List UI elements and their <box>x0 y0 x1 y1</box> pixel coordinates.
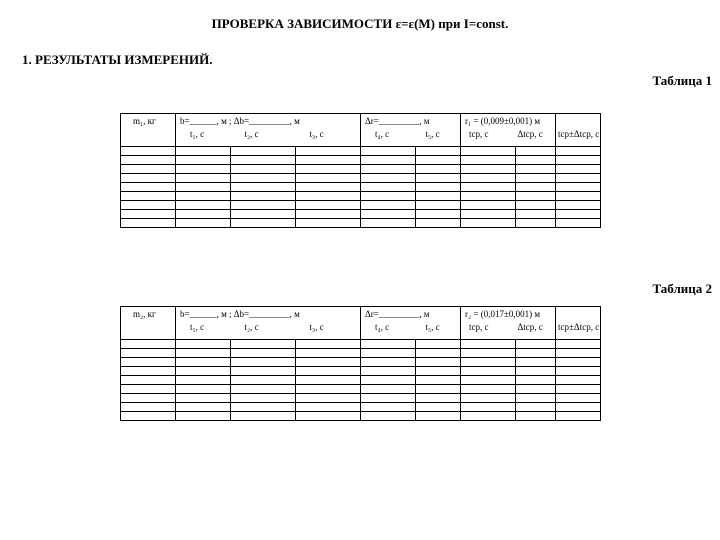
table-row <box>121 165 601 174</box>
table-row <box>121 156 601 165</box>
col-cell-dtavg <box>516 307 556 340</box>
table-row <box>121 376 601 385</box>
col-header-t4: t₄, c <box>375 322 390 332</box>
group-dr-label: Δr=_________, м <box>365 309 430 319</box>
group-b-label: b=______, м ; Δb=_________, м <box>180 309 300 319</box>
col-cell-dtavg <box>516 114 556 147</box>
col-header-t3: t₃, c <box>309 129 324 139</box>
group-r-label: r₂ = (0,017±0,001) м <box>465 309 541 319</box>
col-header-tavg: tср, c <box>469 129 489 139</box>
col-header-t1: t₁, c <box>190 129 205 139</box>
measurement-table-1 <box>120 113 601 228</box>
table-1-caption: Таблица 1 <box>652 73 712 88</box>
col-header-t5: t₅, c <box>425 322 440 332</box>
group-r-label: r₁ = (0,009±0,001) м <box>465 116 541 126</box>
table-row <box>121 349 601 358</box>
table-row <box>121 385 601 394</box>
table-row <box>121 412 601 421</box>
col-header-t4: t₄, c <box>375 129 390 139</box>
table-row <box>121 219 601 228</box>
table-row <box>121 192 601 201</box>
group-dr-label: Δr=_________, м <box>365 116 430 126</box>
table-row <box>121 403 601 412</box>
group-b-label: b=______, м ; Δb=_________, м <box>180 116 300 126</box>
table-2-caption: Таблица 2 <box>652 281 712 296</box>
table-header-row <box>121 307 601 340</box>
col-header-t2: t₂, c <box>244 322 259 332</box>
table-header-row <box>121 114 601 147</box>
page-title: ПРОВЕРКА ЗАВИСИМОСТИ ε=ε(M) при I=const. <box>211 16 509 31</box>
measurement-table-2 <box>120 306 601 421</box>
table-row <box>121 358 601 367</box>
col-header-dtavg: Δtср, c <box>517 322 543 332</box>
col-cell-t3 <box>296 114 361 147</box>
table-row <box>121 394 601 403</box>
col-header-t1: t₁, c <box>190 322 205 332</box>
col-cell-t2 <box>231 114 296 147</box>
col-header-result: tср±Δtср, c <box>558 129 600 139</box>
group-header-dr <box>361 114 430 147</box>
col-cell-t2 <box>231 307 296 340</box>
table-row <box>121 147 601 156</box>
col-header-t2: t₂, c <box>244 129 259 139</box>
col-header-tavg: tср, c <box>469 322 489 332</box>
table-row <box>121 210 601 219</box>
table-row <box>121 340 601 349</box>
col-cell-result <box>556 114 601 147</box>
col-cell-t3 <box>296 307 361 340</box>
table-row <box>121 201 601 210</box>
col-cell-t5 <box>416 114 461 147</box>
section-heading: 1. РЕЗУЛЬТАТЫ ИЗМЕРЕНИЙ. <box>22 52 213 67</box>
table-row <box>121 367 601 376</box>
table-row <box>121 174 601 183</box>
col-cell-t5 <box>416 307 461 340</box>
col-cell-result <box>556 307 601 340</box>
mass-column-header: m₂, кг <box>121 307 176 340</box>
col-header-dtavg: Δtср, c <box>517 129 543 139</box>
col-header-t5: t₅, c <box>425 129 440 139</box>
col-header-result: tср±Δtср, c <box>558 322 600 332</box>
mass-column-header: m₁, кг <box>121 114 176 147</box>
table-row <box>121 183 601 192</box>
group-header-dr <box>361 307 430 340</box>
col-header-t3: t₃, c <box>309 322 324 332</box>
